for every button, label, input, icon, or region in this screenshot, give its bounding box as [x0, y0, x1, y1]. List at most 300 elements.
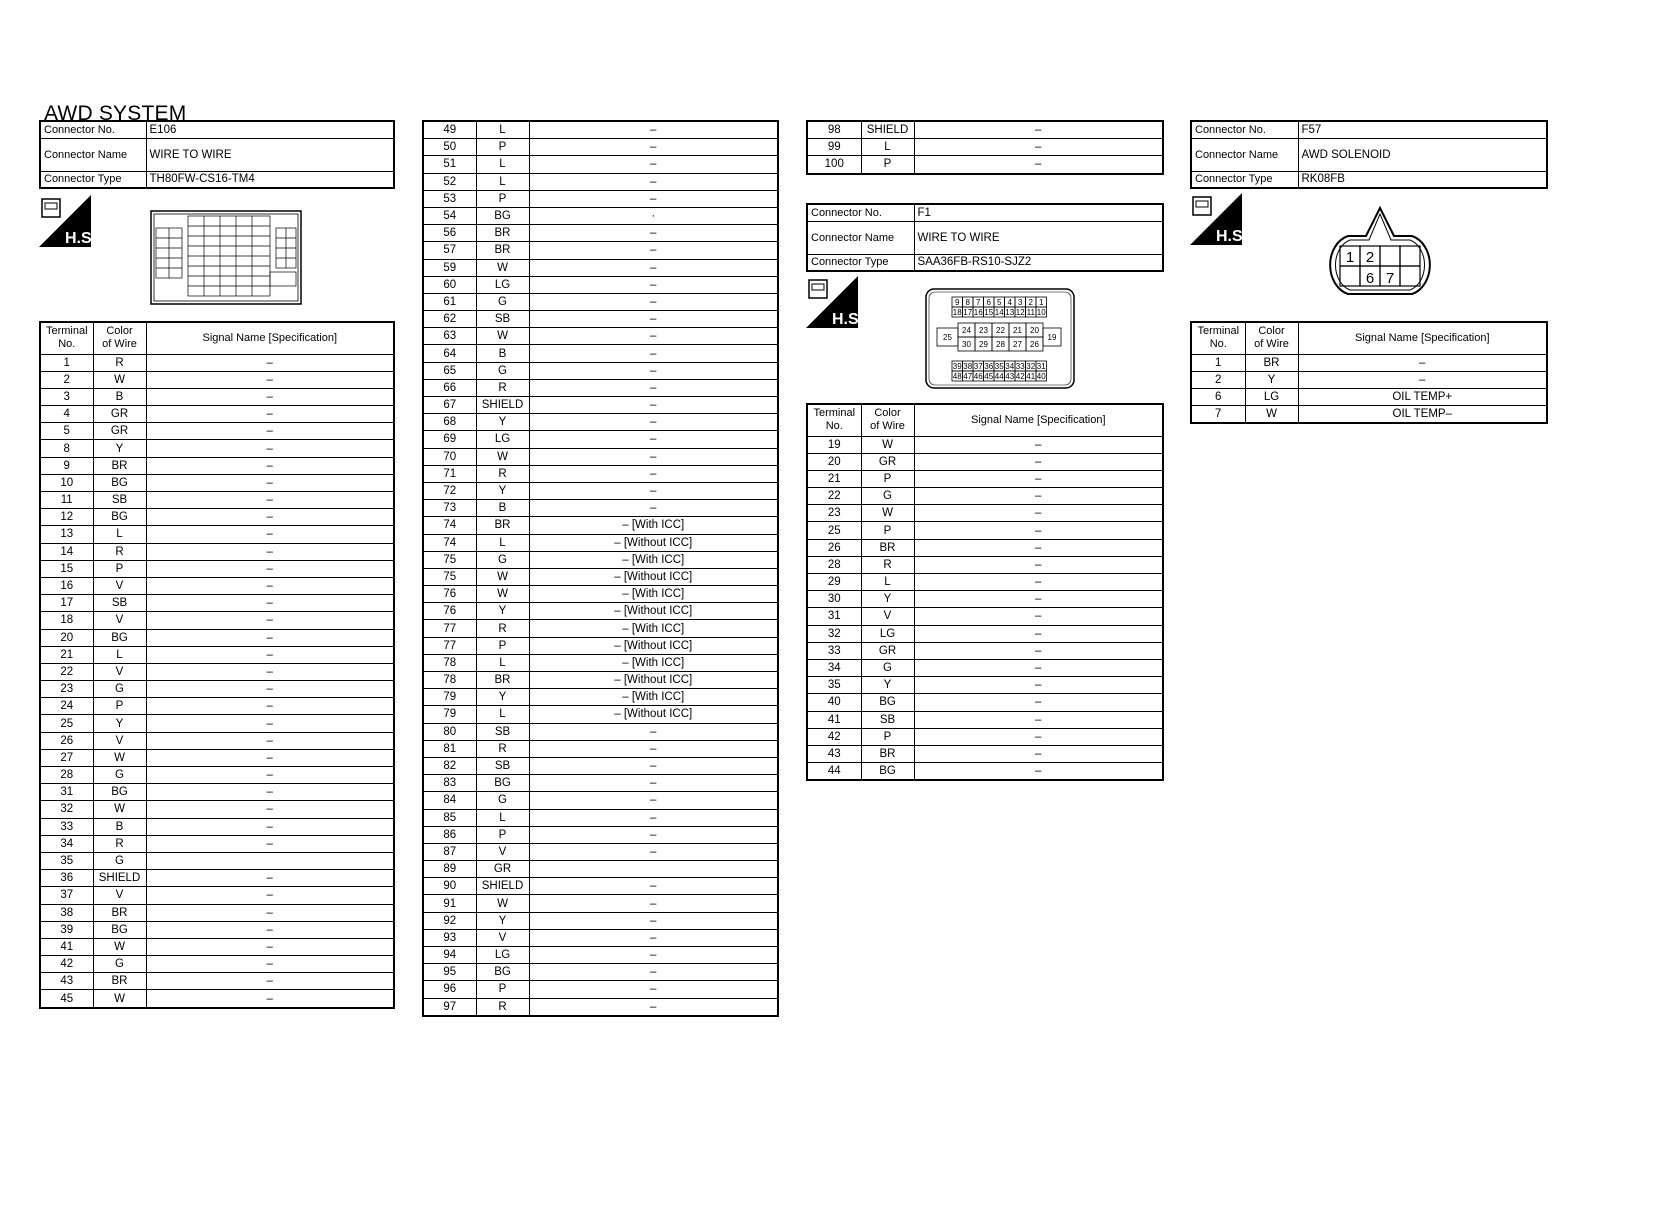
terminal-no-cell: 79	[423, 706, 476, 723]
signal-name-cell: –	[146, 973, 394, 990]
pin-label: 4	[1007, 298, 1012, 307]
terminal-no-cell: 78	[423, 654, 476, 671]
table-row	[423, 328, 778, 345]
terminal-no-cell: 31	[807, 608, 861, 625]
signal-name-cell: –	[146, 681, 394, 698]
wire-color-cell: P	[93, 698, 146, 715]
color-of-wire-header	[1245, 322, 1298, 354]
terminal-no-header-line2: No.	[58, 338, 76, 351]
terminal-no-cell: 8	[40, 440, 93, 457]
signal-name-cell: –	[529, 173, 778, 190]
wire-color-cell: L	[476, 534, 529, 551]
wire-color-cell: BR	[861, 745, 914, 762]
wire-color-cell: W	[861, 505, 914, 522]
signal-name-cell: –	[529, 156, 778, 173]
terminal-no-header	[40, 322, 93, 354]
wire-color-cell: BR	[93, 904, 146, 921]
connector-no-value: F1	[914, 204, 1163, 221]
wire-color-cell: BG	[476, 207, 529, 224]
terminal-no-cell: 50	[423, 139, 476, 156]
wire-color-cell: R	[476, 740, 529, 757]
signal-name-cell: –	[529, 397, 778, 414]
signal-name-cell: – [Without ICC]	[529, 534, 778, 551]
table-row	[423, 826, 778, 843]
wire-color-cell: P	[476, 981, 529, 998]
terminal-no-cell: 22	[807, 488, 861, 505]
table-row	[807, 488, 1163, 505]
signal-name-cell: –	[146, 543, 394, 560]
table-row	[423, 861, 778, 878]
terminal-no-cell: 27	[40, 749, 93, 766]
table-row	[40, 646, 394, 663]
signal-name-cell: –	[146, 371, 394, 388]
signal-name-cell: –	[529, 792, 778, 809]
wire-color-cell: B	[93, 818, 146, 835]
terminal-no-cell: 65	[423, 362, 476, 379]
connector-name-value: AWD SOLENOID	[1298, 138, 1547, 171]
table-row	[40, 423, 394, 440]
wire-color-cell: Y	[1245, 371, 1298, 388]
signal-name-cell: –	[146, 663, 394, 680]
table-row	[423, 706, 778, 723]
terminal-no-cell: 26	[40, 732, 93, 749]
table-row	[807, 556, 1163, 573]
table-row	[40, 904, 394, 921]
wire-color-cell: Y	[93, 440, 146, 457]
table-row	[40, 990, 394, 1008]
pin-label: 3	[1018, 298, 1023, 307]
signal-name-cell: –	[146, 423, 394, 440]
signal-name-cell: –	[914, 539, 1163, 556]
terminal-no-cell: 25	[40, 715, 93, 732]
connector-no-value: E106	[146, 121, 394, 138]
terminal-no-cell: 16	[40, 577, 93, 594]
signal-name-cell: –	[914, 574, 1163, 591]
signal-name-cell: – [With ICC]	[529, 551, 778, 568]
signal-name-cell: –	[529, 929, 778, 946]
pin-label: 12	[1015, 308, 1025, 317]
wire-color-cell: BG	[93, 474, 146, 491]
signal-name-cell: –	[914, 556, 1163, 573]
wire-color-cell: P	[861, 728, 914, 745]
table-row	[40, 784, 394, 801]
table-row	[40, 560, 394, 577]
signal-name-cell: –	[146, 440, 394, 457]
terminal-no-cell: 23	[40, 681, 93, 698]
signal-name-cell: –	[146, 715, 394, 732]
pin-label: 45	[984, 372, 994, 381]
pin-label: 19	[1047, 333, 1057, 342]
table-row	[807, 121, 1163, 139]
table-row	[423, 551, 778, 568]
table-row	[807, 763, 1163, 781]
signal-name-cell: –	[529, 912, 778, 929]
terminal-no-cell: 41	[40, 938, 93, 955]
wire-color-cell: W	[1245, 406, 1298, 424]
terminal-no-cell: 23	[807, 505, 861, 522]
table-row	[40, 663, 394, 680]
connector-type-label: Connector Type	[807, 254, 914, 271]
signal-name-cell: –	[914, 453, 1163, 470]
color-header-line2: of Wire	[102, 338, 137, 351]
terminal-no-cell: 89	[423, 861, 476, 878]
signal-name-cell: –	[146, 646, 394, 663]
table-row	[423, 534, 778, 551]
pin-label: 21	[1013, 326, 1022, 335]
table-row	[423, 139, 778, 156]
pin-label: 14	[994, 308, 1004, 317]
wire-color-cell: Y	[476, 689, 529, 706]
table-row	[423, 843, 778, 860]
table-row	[40, 595, 394, 612]
table-row	[807, 539, 1163, 556]
terminal-no-cell: 71	[423, 465, 476, 482]
terminal-no-cell: 96	[423, 981, 476, 998]
table-row	[807, 694, 1163, 711]
table-row	[807, 591, 1163, 608]
terminal-no-cell: 3	[40, 388, 93, 405]
table-row	[423, 775, 778, 792]
wire-color-cell: G	[476, 551, 529, 568]
wire-color-cell: W	[93, 938, 146, 955]
table-row	[807, 745, 1163, 762]
wire-color-cell: BG	[93, 509, 146, 526]
signal-name-cell: –	[914, 677, 1163, 694]
table-row	[807, 625, 1163, 642]
wire-color-cell: SHIELD	[861, 121, 914, 139]
pin-label: 29	[979, 340, 988, 349]
table-row	[40, 715, 394, 732]
table-row	[807, 139, 1163, 156]
terminal-no-cell: 74	[423, 534, 476, 551]
e106-terminal-table-c	[806, 120, 1164, 175]
signal-name-cell: –	[146, 784, 394, 801]
wire-color-cell: L	[93, 526, 146, 543]
terminal-no-cell: 20	[40, 629, 93, 646]
terminal-no-cell: 84	[423, 792, 476, 809]
wire-color-cell: V	[476, 843, 529, 860]
table-row	[423, 465, 778, 482]
wire-color-cell: G	[476, 293, 529, 310]
signal-name-cell: –	[914, 694, 1163, 711]
hs-label: H.S.	[65, 230, 97, 247]
wire-color-cell: G	[476, 792, 529, 809]
hs-label: H.S.	[832, 311, 864, 328]
signal-name-cell: –	[529, 998, 778, 1016]
f57-connector-face-diagram	[1322, 206, 1438, 298]
wire-color-cell: Y	[476, 912, 529, 929]
signal-name-cell: –	[529, 964, 778, 981]
terminal-no-cell: 83	[423, 775, 476, 792]
table-row	[423, 637, 778, 654]
wire-color-cell: BR	[93, 457, 146, 474]
table-row	[423, 964, 778, 981]
connector-name-label: Connector Name	[807, 221, 914, 254]
terminal-no-cell: 7	[1191, 406, 1245, 424]
table-row	[423, 878, 778, 895]
wire-color-cell: P	[476, 826, 529, 843]
page-title: AWD SYSTEM	[44, 102, 187, 125]
table-row	[423, 740, 778, 757]
table-row	[423, 654, 778, 671]
terminal-no-cell: 75	[423, 568, 476, 585]
wire-color-cell: Y	[861, 591, 914, 608]
wire-color-cell: V	[93, 612, 146, 629]
wire-color-cell: R	[861, 556, 914, 573]
signal-name-cell: –	[529, 843, 778, 860]
wire-color-cell: P	[476, 139, 529, 156]
e106-connector-face-diagram	[150, 210, 302, 306]
connector-type-value: SAA36FB-RS10-SJZ2	[914, 254, 1163, 271]
pin-label: 7	[1385, 270, 1395, 287]
pin-label: 43	[1005, 372, 1015, 381]
f57-info	[1190, 120, 1548, 189]
signal-name-cell: –	[914, 763, 1163, 781]
terminal-no-cell: 5	[40, 423, 93, 440]
color-header-line1: Color	[874, 407, 901, 420]
table-row	[423, 156, 778, 173]
pin-label: 35	[994, 362, 1004, 371]
table-row	[423, 482, 778, 499]
table-row	[40, 818, 394, 835]
table-row	[807, 711, 1163, 728]
terminal-no-header	[807, 404, 861, 436]
signal-name-cell: OIL TEMP+	[1298, 388, 1547, 405]
wire-color-cell: BR	[1245, 354, 1298, 371]
pin-label: 11	[1026, 308, 1035, 317]
signal-name-cell: –	[146, 354, 394, 371]
terminal-no-cell: 38	[40, 904, 93, 921]
terminal-no-cell: 42	[40, 956, 93, 973]
terminal-no-cell: 66	[423, 379, 476, 396]
pin-label: 5	[997, 298, 1002, 307]
signal-name-cell: –	[529, 981, 778, 998]
terminal-no-cell: 13	[40, 526, 93, 543]
connector-no-label: Connector No.	[807, 204, 914, 221]
terminal-no-cell: 53	[423, 190, 476, 207]
wire-color-cell: W	[476, 568, 529, 585]
connector-name-label: Connector Name	[1191, 138, 1298, 171]
signal-name-cell: –	[146, 406, 394, 423]
wire-color-cell: V	[93, 732, 146, 749]
terminal-no-cell: 78	[423, 672, 476, 689]
terminal-no-cell: 32	[40, 801, 93, 818]
pin-label: 13	[1005, 308, 1015, 317]
signal-name-cell: – [Without ICC]	[529, 637, 778, 654]
pin-label: 23	[979, 326, 988, 335]
color-header-line2: of Wire	[870, 420, 905, 433]
wire-color-cell: GR	[861, 642, 914, 659]
terminal-no-cell: 12	[40, 509, 93, 526]
wire-color-cell: W	[476, 895, 529, 912]
table-row	[807, 574, 1163, 591]
table-row	[423, 207, 778, 224]
wire-color-cell: SB	[476, 757, 529, 774]
table-row	[1191, 388, 1547, 405]
table-row	[40, 371, 394, 388]
terminal-no-cell: 73	[423, 500, 476, 517]
table-row	[807, 659, 1163, 676]
wire-color-cell: L	[861, 574, 914, 591]
table-row	[423, 723, 778, 740]
terminal-no-cell: 59	[423, 259, 476, 276]
wire-color-cell: P	[861, 522, 914, 539]
signal-name-cell: –	[529, 723, 778, 740]
wire-color-cell: W	[93, 990, 146, 1008]
pin-label: 26	[1030, 340, 1039, 349]
table-row	[807, 677, 1163, 694]
signal-name-cell: –	[529, 740, 778, 757]
table-row	[40, 577, 394, 594]
pin-label: 36	[984, 362, 994, 371]
pin-label: 44	[994, 372, 1004, 381]
signal-name-cell: –	[146, 492, 394, 509]
table-row	[40, 887, 394, 904]
connector-no-value: F57	[1298, 121, 1547, 138]
signal-name-cell: –	[529, 139, 778, 156]
pin-label: 20	[1030, 326, 1039, 335]
terminal-no-cell: 80	[423, 723, 476, 740]
wire-color-cell: V	[93, 577, 146, 594]
signal-name-cell: –	[146, 990, 394, 1008]
signal-name-cell: –	[529, 276, 778, 293]
signal-name-cell: –	[146, 560, 394, 577]
wire-color-cell: R	[93, 835, 146, 852]
terminal-no-cell: 9	[40, 457, 93, 474]
terminal-no-cell: 34	[807, 659, 861, 676]
wire-color-cell: BR	[476, 672, 529, 689]
wire-color-cell: B	[476, 500, 529, 517]
pin-label: 34	[1005, 362, 1015, 371]
terminal-no-cell: 92	[423, 912, 476, 929]
terminal-no-header-line1: Terminal	[45, 325, 88, 338]
wire-color-cell: SHIELD	[476, 878, 529, 895]
terminal-no-cell: 14	[40, 543, 93, 560]
f1-info	[806, 203, 1164, 272]
terminal-no-cell: 19	[807, 436, 861, 453]
signal-name-cell: –	[146, 921, 394, 938]
table-row	[423, 345, 778, 362]
signal-name-cell: –	[529, 345, 778, 362]
terminal-no-cell: 28	[807, 556, 861, 573]
terminal-no-cell: 77	[423, 620, 476, 637]
signal-name-cell: –	[146, 749, 394, 766]
terminal-no-cell: 49	[423, 121, 476, 139]
signal-name-cell: –	[146, 732, 394, 749]
wire-color-cell: V	[93, 887, 146, 904]
signal-name-cell: –	[146, 612, 394, 629]
table-row	[807, 505, 1163, 522]
table-row	[423, 259, 778, 276]
wire-color-cell: W	[476, 448, 529, 465]
connector-name-label: Connector Name	[40, 138, 146, 171]
wire-color-cell: V	[93, 663, 146, 680]
signal-name-cell: –	[529, 757, 778, 774]
signal-name-cell: – [Without ICC]	[529, 603, 778, 620]
connector-type-label: Connector Type	[40, 171, 146, 188]
terminal-no-cell: 70	[423, 448, 476, 465]
terminal-no-cell: 75	[423, 551, 476, 568]
signal-name-cell: –	[529, 414, 778, 431]
signal-name-cell: –	[914, 659, 1163, 676]
terminal-no-cell: 32	[807, 625, 861, 642]
table-row	[40, 629, 394, 646]
pin-label: 22	[996, 326, 1005, 335]
wire-color-cell: R	[476, 998, 529, 1016]
table-row	[807, 156, 1163, 174]
wire-color-cell: BG	[93, 629, 146, 646]
signal-name-cell: –	[914, 505, 1163, 522]
terminal-no-cell: 33	[807, 642, 861, 659]
table-row	[40, 492, 394, 509]
pin-label: 18	[952, 308, 962, 317]
terminal-no-cell: 64	[423, 345, 476, 362]
wire-color-cell: Y	[476, 414, 529, 431]
terminal-no-cell: 18	[40, 612, 93, 629]
wire-color-cell: BG	[93, 784, 146, 801]
table-row	[423, 757, 778, 774]
signal-name-cell: –	[529, 878, 778, 895]
terminal-no-cell: 76	[423, 603, 476, 620]
table-row	[807, 436, 1163, 453]
signal-name-cell: – [With ICC]	[529, 517, 778, 534]
signal-name-cell: –	[146, 526, 394, 543]
signal-name-cell: –	[529, 242, 778, 259]
signal-name-cell: – [With ICC]	[529, 620, 778, 637]
signal-name-cell: –	[914, 728, 1163, 745]
signal-name-cell	[146, 852, 394, 869]
signal-name-cell: –	[146, 938, 394, 955]
wire-color-cell: LG	[476, 431, 529, 448]
signal-name-cell: –	[914, 608, 1163, 625]
table-row	[423, 276, 778, 293]
pin-label: 24	[962, 326, 971, 335]
wire-color-cell: W	[93, 371, 146, 388]
pin-label: 32	[1026, 362, 1036, 371]
table-row	[423, 379, 778, 396]
pin-label: 9	[955, 298, 960, 307]
pin-label: 25	[943, 333, 952, 342]
signal-name-header: Signal Name [Specification]	[914, 404, 1163, 436]
pin-label: 6	[986, 298, 991, 307]
signal-name-cell: –	[146, 801, 394, 818]
wire-color-cell: SB	[93, 492, 146, 509]
terminal-no-cell: 1	[1191, 354, 1245, 371]
wire-color-cell: W	[476, 328, 529, 345]
terminal-no-cell: 86	[423, 826, 476, 843]
terminal-no-cell: 21	[40, 646, 93, 663]
terminal-no-cell: 81	[423, 740, 476, 757]
signal-name-cell	[529, 861, 778, 878]
signal-name-cell: –	[146, 904, 394, 921]
terminal-no-cell: 77	[423, 637, 476, 654]
wire-color-cell: P	[476, 190, 529, 207]
signal-name-cell: –	[529, 121, 778, 139]
wire-color-cell: L	[476, 156, 529, 173]
table-row	[423, 397, 778, 414]
signal-name-cell: – [With ICC]	[529, 586, 778, 603]
signal-name-cell: –	[529, 311, 778, 328]
terminal-no-cell: 94	[423, 947, 476, 964]
terminal-no-cell: 2	[1191, 371, 1245, 388]
signal-name-cell: –	[914, 711, 1163, 728]
wire-color-cell: G	[93, 852, 146, 869]
table-row	[40, 681, 394, 698]
table-row	[423, 500, 778, 517]
terminal-no-cell: 74	[423, 517, 476, 534]
signal-name-cell: OIL TEMP–	[1298, 406, 1547, 424]
wire-color-cell: SB	[476, 311, 529, 328]
